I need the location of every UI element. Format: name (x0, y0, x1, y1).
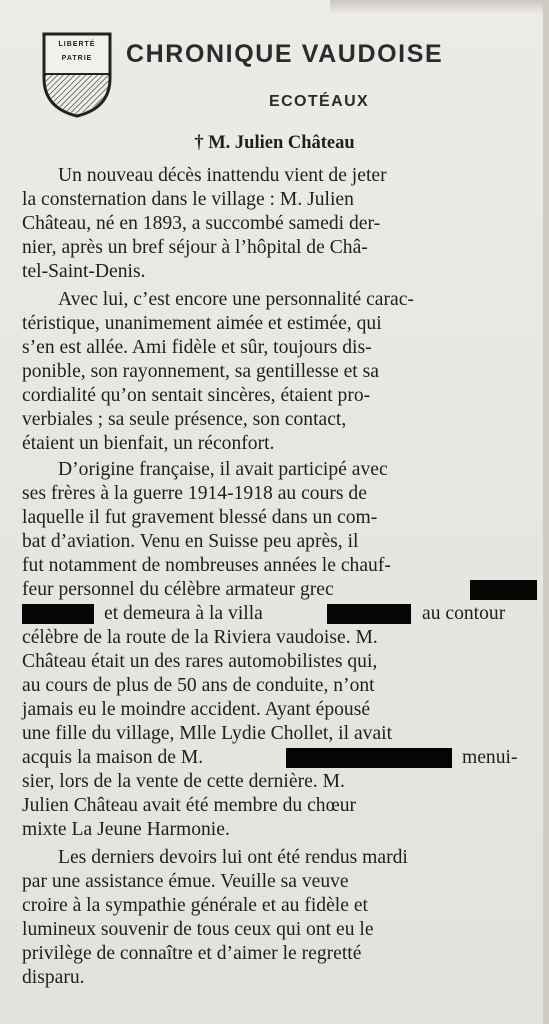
text-line: verbiales ; sa seule présence, son contact, (22, 409, 347, 430)
redaction-bar (286, 748, 452, 768)
crest-top-text: LIBERTÉ (58, 41, 96, 48)
article-headline: † M. Julien Château (194, 133, 355, 153)
redaction-bar (327, 604, 411, 624)
text-line: croire à la sympathie générale et au fidèle et (22, 895, 368, 916)
vaud-crest-icon (40, 30, 114, 118)
text-line: étaient un bienfait, un réconfort. (22, 433, 275, 454)
text-line: nier, après un bref séjour à l’hôpital de Châ- (22, 237, 368, 258)
text-line: mixte La Jeune Harmonie. (22, 819, 230, 840)
text-line: ses frères à la guerre 1914-1918 au cours de (22, 483, 367, 504)
text-line: jamais eu le moindre accident. Ayant épousé (22, 699, 371, 720)
text-line: la consternation dans le village : M. Julien (22, 189, 354, 210)
text-line: fut notamment de nombreuses années le chauf- (22, 555, 391, 576)
text-line: acquis la maison de M. (22, 747, 204, 768)
text-line: privilège de connaître et d’aimer le regretté (22, 943, 362, 964)
text-line: laquelle il fut gravement blessé dans un com- (22, 507, 378, 528)
crest-bottom-text: PATRIE (61, 55, 93, 62)
text-line: Les derniers devoirs lui ont été rendus mardi (58, 847, 408, 868)
text-line: Avec lui, c’est encore une personnalité carac- (58, 289, 414, 310)
redaction-bar (470, 580, 537, 600)
text-line: Julien Château avait été membre du chœur (22, 795, 357, 816)
section-title: ECOTÉAUX (269, 93, 370, 110)
text-line: D’origine française, il avait participé avec (58, 459, 388, 480)
text-line: menui- (462, 747, 518, 768)
text-line: bat d’aviation. Venu en Suisse peu après, il (22, 531, 359, 552)
text-line: par une assistance émue. Veuille sa veuve (22, 871, 349, 892)
text-line: lumineux souvenir de tous ceux qui ont eu le (22, 919, 374, 940)
redaction-bar (22, 604, 94, 624)
text-line: téristique, unanimement aimée et estimée, qui (22, 313, 382, 334)
text-line: une fille du village, Mlle Lydie Chollet, il avait (22, 723, 393, 744)
text-line: disparu. (22, 967, 85, 988)
text-line: sier, lors de la vente de cette dernière. M. (22, 771, 345, 792)
text-line: Château, né en 1893, a succombé samedi der- (22, 213, 381, 234)
text-line: et demeura à la villa (104, 603, 263, 624)
text-line: s’en est allée. Ami fidèle et sûr, toujours dis- (22, 337, 372, 358)
text-line: Château était un des rares automobilistes qui, (22, 651, 378, 672)
text-line: feur personnel du célèbre armateur grec (22, 579, 334, 600)
scan-shadow (330, 0, 549, 14)
text-line: célèbre de la route de la Riviera vaudoise. M. (22, 627, 378, 648)
text-line: tel-Saint-Denis. (22, 261, 146, 282)
masthead-title: CHRONIQUE VAUDOISE (126, 40, 444, 68)
text-line: au cours de plus de 50 ans de conduite, n’ont (22, 675, 375, 696)
text-line: cordialité qu’on sentait sincères, étaient pro- (22, 385, 371, 406)
text-line: Un nouveau décès inattendu vient de jeter (58, 165, 387, 186)
text-line: ponible, son rayonnement, sa gentillesse et sa (22, 361, 379, 382)
text-line: au contour (422, 603, 506, 624)
